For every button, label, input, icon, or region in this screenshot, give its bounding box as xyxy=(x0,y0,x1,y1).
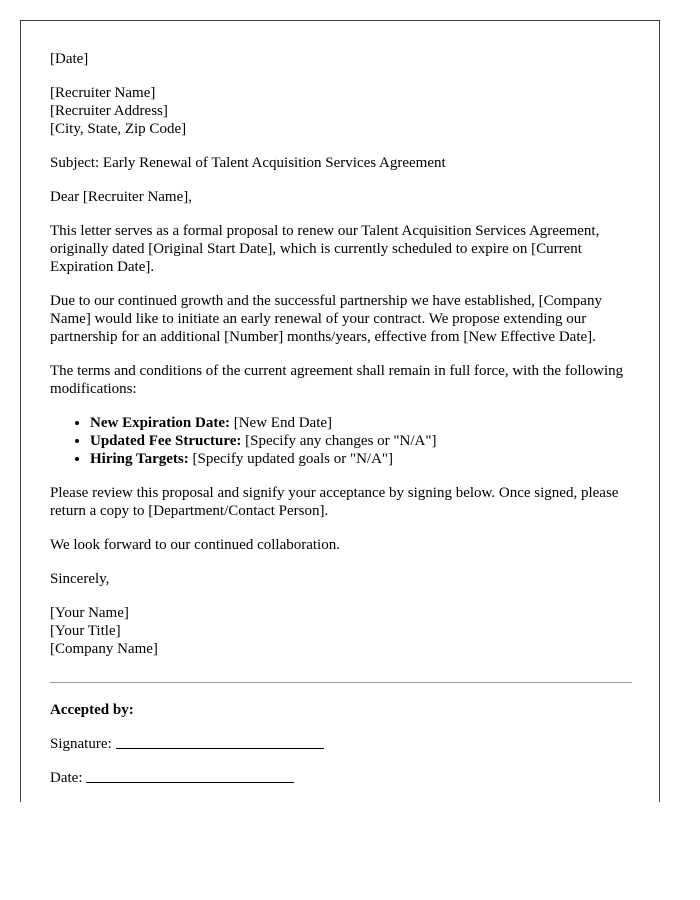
paragraph-review: Please review this proposal and signify your acceptance by signing below. Once signed, please return a copy to [Department/Contact Person]. xyxy=(50,485,619,519)
modifications-list xyxy=(50,414,632,468)
letter-subject: Subject: Early Renewal of Talent Acquisition Services Agreement xyxy=(50,155,446,171)
sender-name: [Your Name] xyxy=(50,605,129,621)
paragraph-closing: We look forward to our continued collaboration. xyxy=(50,537,340,553)
date-line[interactable] xyxy=(86,781,294,783)
modification-value: [Specify any changes or "N/A"] xyxy=(241,433,437,449)
signature-line[interactable] xyxy=(116,747,324,749)
list-item xyxy=(90,414,632,432)
acceptance-heading: Accepted by: xyxy=(50,702,134,718)
modification-label: Hiring Targets: xyxy=(90,451,189,467)
date-row xyxy=(50,769,632,787)
sign-off: Sincerely, xyxy=(50,571,110,587)
modification-label: New Expiration Date: xyxy=(90,415,230,431)
sender-block xyxy=(50,604,632,658)
modification-label: Updated Fee Structure: xyxy=(90,433,242,449)
sender-title: [Your Title] xyxy=(50,623,121,639)
paragraph-terms: The terms and conditions of the current agreement shall remain in full force, with the following modifications: xyxy=(50,363,624,397)
letter-page xyxy=(20,20,660,802)
letter-date: [Date] xyxy=(50,51,89,67)
recipient-name: [Recruiter Name] xyxy=(50,85,156,101)
acceptance-divider xyxy=(50,682,632,683)
paragraph-renewal-proposal: Due to our continued growth and the successful partnership we have established, [Company Name] would like to initiate an early renewal of your contract. We propose extending our partnership for an additional [Number] months/years, effective from [New Effective Date]. xyxy=(50,293,602,345)
modification-value: [New End Date] xyxy=(229,415,333,431)
list-item xyxy=(90,432,632,450)
modification-value: [Specify updated goals or "N/A"] xyxy=(188,451,394,467)
date-label: Date: xyxy=(50,770,83,786)
signature-row xyxy=(50,735,632,753)
letter-content xyxy=(50,50,632,803)
recipient-city-state-zip: [City, State, Zip Code] xyxy=(50,121,187,137)
signature-label: Signature: xyxy=(50,736,112,752)
sender-company: [Company Name] xyxy=(50,641,158,657)
paragraph-intro: This letter serves as a formal proposal to renew our Talent Acquisition Services Agreement, originally dated [Original Start Date], which is currently scheduled to expire on [Current Expiration Date]. xyxy=(50,223,600,275)
salutation: Dear [Recruiter Name], xyxy=(50,189,193,205)
recipient-address: [Recruiter Address] xyxy=(50,103,168,119)
list-item xyxy=(90,450,632,468)
recipient-block xyxy=(50,84,632,138)
